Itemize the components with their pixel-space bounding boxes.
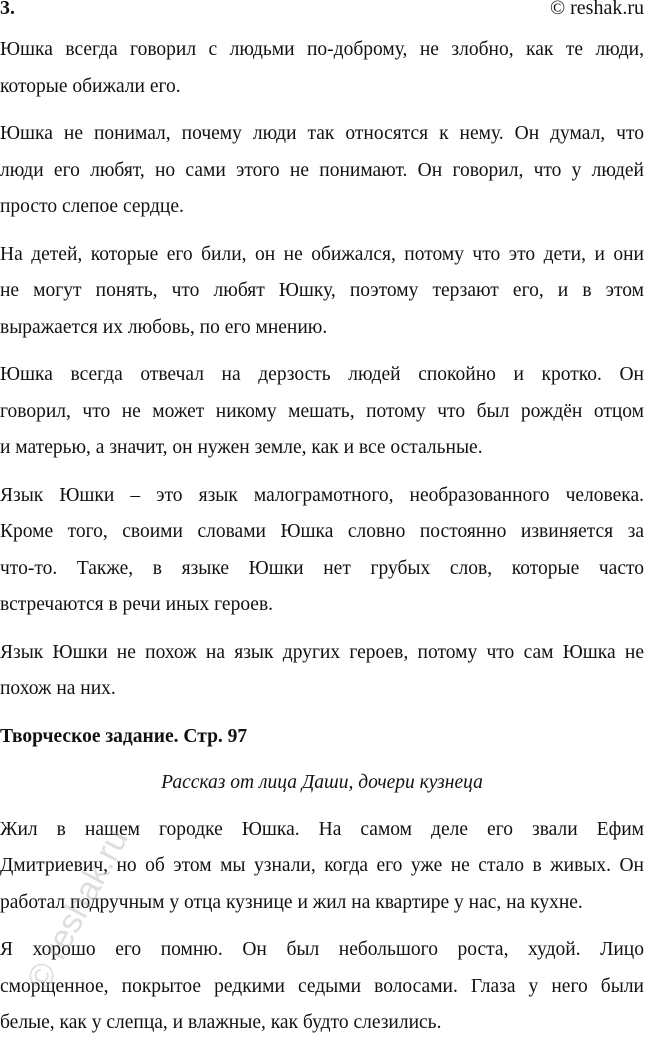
document-body <box>0 32 644 1053</box>
text-line: Язык Юшки – это язык малограмотного, необразованного человека. <box>0 484 644 506</box>
copyright-label: © reshak.ru <box>549 0 644 19</box>
section-heading: Творческое задание. Стр. 97 <box>0 725 248 747</box>
text-line: На детей, которые его били, он не обижался, потому что это дети, и они <box>0 243 644 265</box>
text-line: похож на них. <box>0 678 116 699</box>
text-line: не могут понять, что любят Юшку, поэтому терзают его, и в этом <box>0 280 644 301</box>
text-line: выражается их любовь, по его мнению. <box>0 316 328 338</box>
paragraph <box>0 237 644 347</box>
text-line: белые, как у слепца, и влажные, как будто слезились. <box>0 1012 442 1033</box>
text-line: сморщенное, покрытое редкими седыми волосами. Глаза у него были <box>0 975 644 997</box>
answers-section <box>0 32 644 708</box>
paragraph <box>0 116 644 226</box>
text-line: просто слепое сердце. <box>0 196 184 217</box>
text-line: Дмитриевич, но об этом мы узнали, когда его уже не стало в живых. Он <box>0 855 644 876</box>
text-line: Юшка всегда отвечал на дерзость людей спокойно и кротко. Он <box>0 364 644 385</box>
text-line: что-то. Также, в языке Юшки нет грубых слов, которые часто <box>0 557 644 579</box>
paragraph <box>0 932 644 1042</box>
task-number: 3. <box>0 0 15 19</box>
story-section <box>0 812 644 1042</box>
watermark: © reshak.ru <box>19 822 136 996</box>
text-line: Я хорошо его помню. Он был небольшого роста, худой. Лицо <box>0 939 644 960</box>
story-subtitle: Рассказ от лица Даши, дочери кузнеца <box>161 772 483 793</box>
text-line: Кроме того, своими словами Юшка словно постоянно извиняется за <box>0 521 644 542</box>
text-line: работал подручным у отца кузнице и жил на квартире у нас, на кухне. <box>0 891 583 913</box>
text-line: Язык Юшки не похож на язык других героев, потому что сам Юшка не <box>0 641 644 663</box>
text-line: говорил, что не может никому мешать, потому что был рождён отцом <box>0 400 644 422</box>
text-line: которые обижали его. <box>0 75 181 97</box>
text-line: Юшка не понимал, почему люди так относятся к нему. Он думал, что <box>0 123 644 144</box>
paragraph <box>0 812 644 922</box>
text-line: люди его любят, но сами этого не понимают. Он говорил, что у людей <box>0 159 644 181</box>
text-line: Юшка всегда говорил с людьми по-доброму, не злобно, как те люди, <box>0 39 644 60</box>
text-line: и матерью, а значит, он нужен земле, как и все остальные. <box>0 437 483 458</box>
paragraph <box>0 635 644 708</box>
page-header <box>0 0 646 20</box>
text-line: встречаются в речи иных героев. <box>0 594 274 615</box>
text-line: Жил в нашем городке Юшка. На самом деле его звали Ефим <box>0 818 644 840</box>
paragraph <box>0 478 644 624</box>
paragraph <box>0 32 644 105</box>
paragraph <box>0 357 644 467</box>
